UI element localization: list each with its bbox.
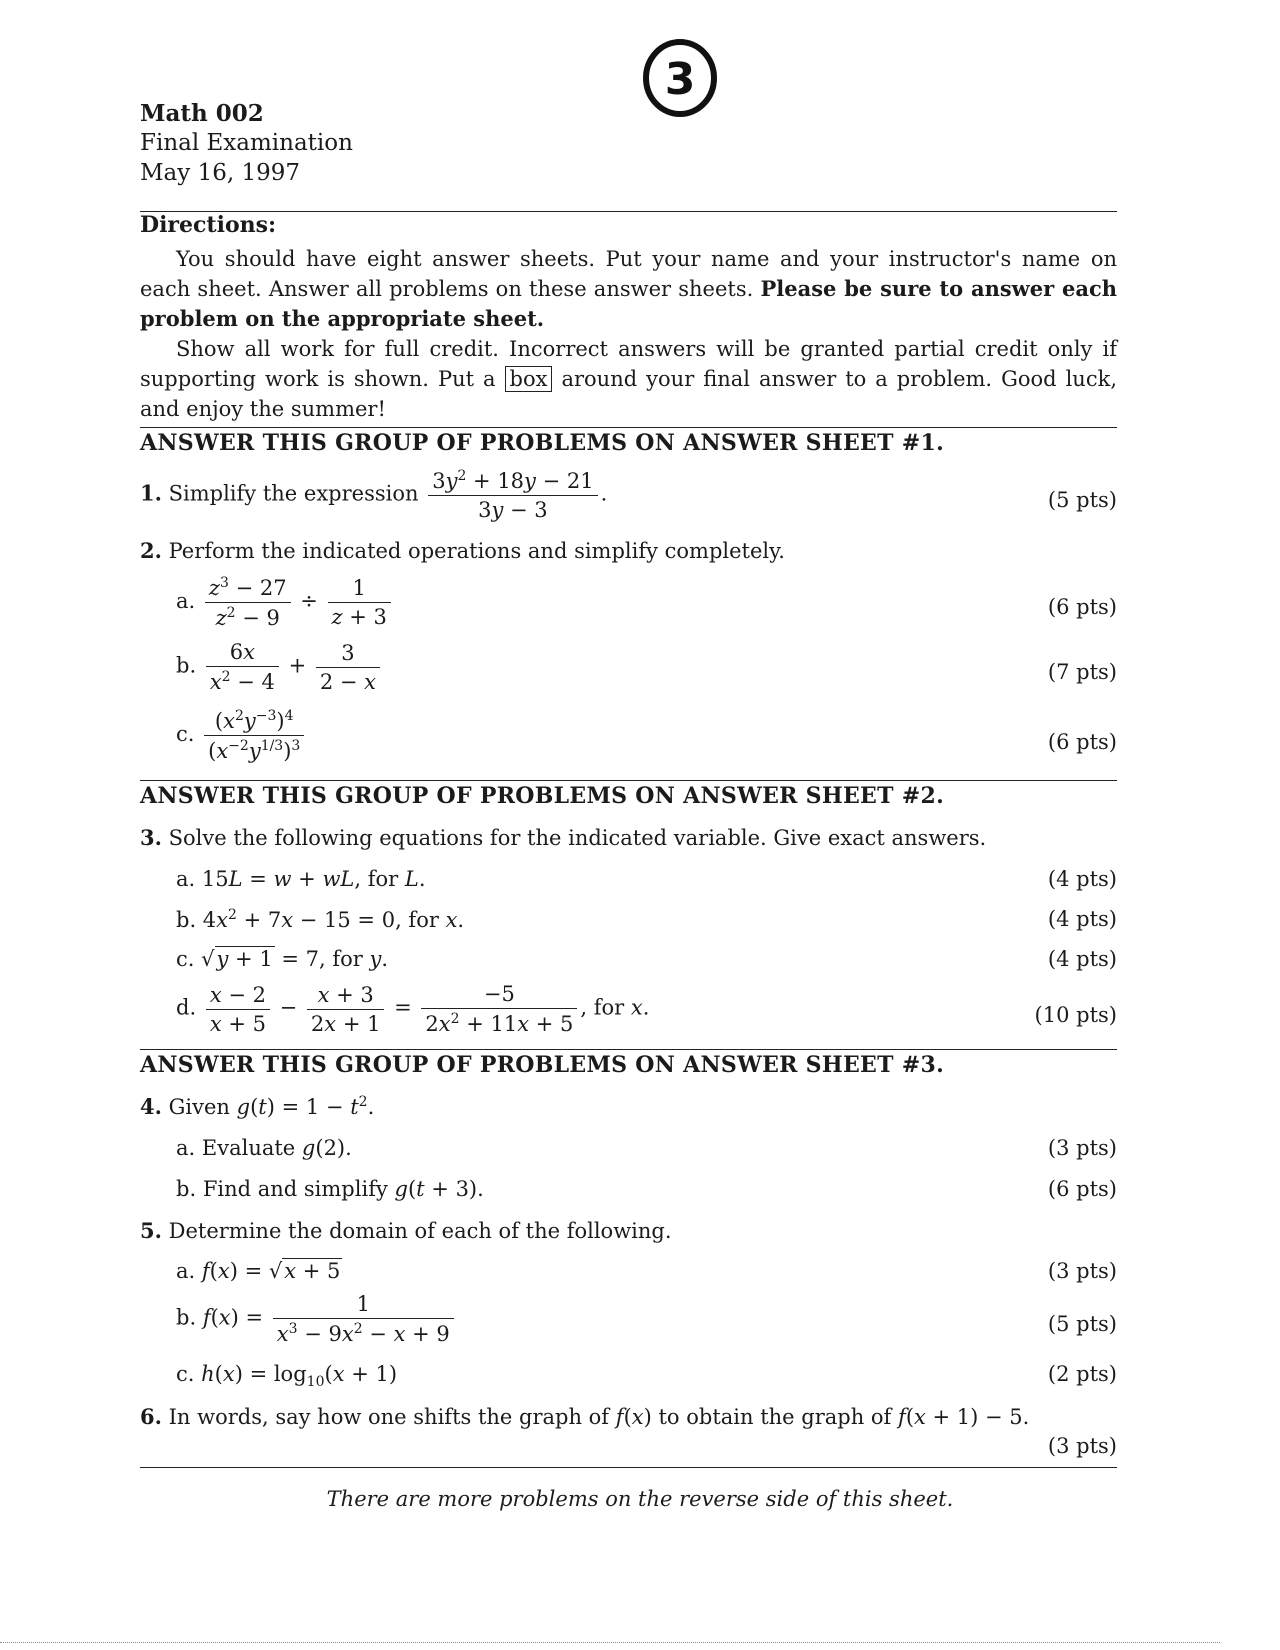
footer-note: There are more problems on the reverse side of this sheet. [326,1487,954,1511]
part-label: a. [176,589,196,613]
problem-2c: c. $\frac{(x^2y^{-3})^4}{(x^{-2}y^{1/3})^3}$ [176,708,307,763]
problem-3a: a. 15L = w + wL, for L. [176,867,426,891]
part-label: c. [176,722,195,746]
problem-3 [140,825,986,850]
points: (5 pts) [1047,488,1117,512]
problem-text: In words, say how one shifts the graph of [168,1405,610,1429]
divider [140,780,1117,781]
problem-number: 6. [140,1404,162,1429]
directions-text: You should have eight answer sheets. Put your name and your instructor's name on each sheet. Answer all problems on these answer sheets. [140,247,1117,301]
problem-text: Given [168,1095,230,1119]
points: (4 pts) [1047,907,1117,931]
problem-6: 6. In words, say how one shifts the graph of f(x) to obtain the graph of f(x + 1) − 5. [140,1404,1030,1429]
problem-1: 1. Simplify the expression $\frac{3y^2 + 18y - 21}{3y - 3}$ . [140,468,608,522]
part-label: a. [176,1259,196,1283]
problem-2 [140,538,785,563]
divider [140,1467,1117,1468]
problem-2b: b. $\frac{6x}{x^2 - 4}$ + $\frac{3}{2 - x}$ [176,640,383,694]
problem-text: Perform the indicated operations and simplify completely. [168,539,785,563]
problem-5 [140,1218,672,1243]
part-text: Evaluate [201,1136,296,1160]
points: (4 pts) [1047,867,1117,891]
part-label: c. [176,1362,195,1386]
points: (3 pts) [1047,1434,1117,1458]
points: (10 pts) [1034,1003,1117,1027]
points: (2 pts) [1047,1362,1117,1386]
directions-paragraph-1 [140,244,1117,334]
points: (4 pts) [1047,947,1117,971]
section-heading-1: ANSWER THIS GROUP OF PROBLEMS ON ANSWER SHEET #1. [140,430,945,456]
boxed-word: box [505,366,553,392]
divider [140,1049,1117,1050]
exam-title: Final Examination [140,130,353,156]
problem-number: 1. [140,480,162,506]
directions-paragraph-2 [140,334,1117,424]
problem-5b: b. f(x) = $\frac{1}{x^3 - 9x^2 - x + 9}$ [176,1292,457,1346]
points: (6 pts) [1047,595,1117,619]
fraction: $\frac{3y^2 + 18y - 21}{3y - 3}$ [428,468,597,522]
exam-date: May 16, 1997 [140,160,300,186]
part-label: a. [176,867,196,891]
divider [140,211,1117,212]
problem-number: 3. [140,825,162,850]
divider [140,427,1117,428]
directions-text-2a: Show all work for full credit. Incorrect answers will be granted partial credit only if supporting work is shown. Put a [140,337,1117,391]
points: (7 pts) [1047,660,1117,684]
directions-title: Directions: [140,212,277,238]
problem-text: Solve the following equations for the indicated variable. Give exact answers. [168,826,987,850]
svg-text:3: 3 [664,54,696,105]
problem-text-2: to obtain the graph of [658,1405,892,1429]
course-title: Math 002 [140,100,264,127]
problem-3d: d. $\frac{x - 2}{x + 5}$ − $\frac{x + 3}{2x + 1}$ = $\frac{-5}{2x^2 + 11x + 5}$ , for x. [176,982,650,1036]
problem-text: Simplify the expression [168,481,419,506]
problem-2a: a. $\frac{z^3 - 27}{z^2 - 9}$ ÷ $\frac{1}{z + 3}$ [176,575,394,630]
problem-3c: c. √y + 1 = 7, for y. [176,947,389,971]
part-text: Find and simplify [202,1177,388,1201]
part-label: b. [176,908,197,932]
problem-number: 2. [140,538,162,563]
problem-3b: b. $4x^2 + 7x - 15 = 0$, for x. [176,907,465,932]
problem-5c: c. $h(x) = \log_{10}(x + 1)$ [176,1362,398,1391]
part-label: b. [176,653,197,678]
points: (6 pts) [1047,730,1117,754]
problem-5a: a. f(x) = √x + 5 [176,1259,341,1283]
part-label: a. [176,1136,196,1160]
section-heading-2: ANSWER THIS GROUP OF PROBLEMS ON ANSWER SHEET #2. [140,783,945,809]
problem-text: Determine the domain of each of the following. [168,1219,672,1243]
points: (5 pts) [1047,1312,1117,1336]
problem-number: 5. [140,1218,162,1243]
scan-edge [0,1642,1220,1643]
points: (3 pts) [1047,1136,1117,1160]
directions-text-2b: around your final answer to a problem. Good luck, and enjoy the summer! [140,367,1117,421]
part-label: c. [176,947,195,971]
part-label: b. [176,1177,197,1201]
part-label: b. [176,1305,197,1330]
circled-page-number [640,38,720,118]
problem-4: 4. Given $g(t) = 1 - t^2$. [140,1094,375,1119]
section-heading-3: ANSWER THIS GROUP OF PROBLEMS ON ANSWER SHEET #3. [140,1052,945,1078]
problem-4b: b. Find and simplify g(t + 3). [176,1177,484,1201]
problem-4a: a. Evaluate g(2). [176,1136,352,1160]
problem-number: 4. [140,1094,162,1119]
points: (6 pts) [1047,1177,1117,1201]
points: (3 pts) [1047,1259,1117,1283]
part-label: d. [176,995,197,1020]
directions-emphasis: Please be sure to answer each problem on the appropriate sheet. [140,276,1117,331]
